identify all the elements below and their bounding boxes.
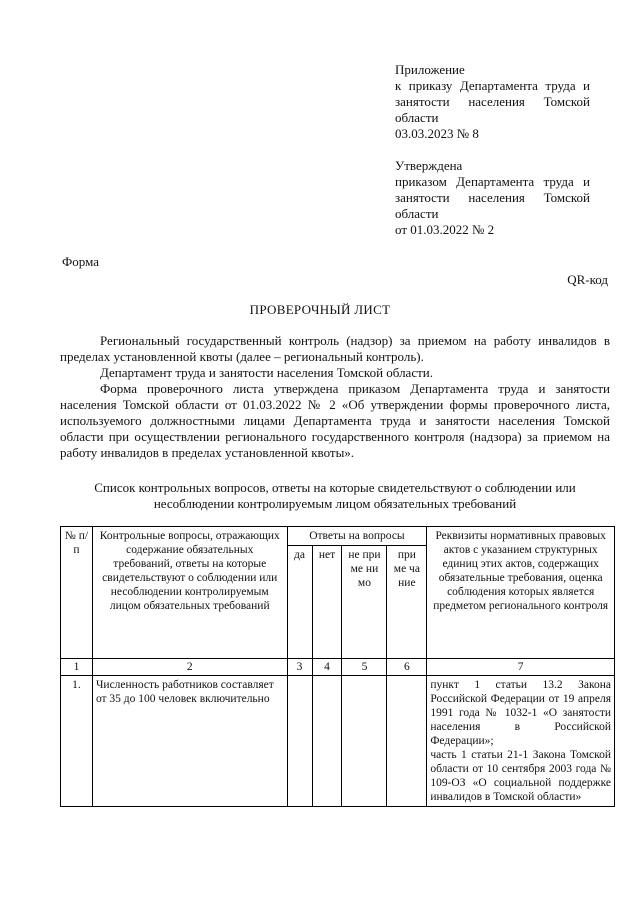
appendix-line: к приказу Департамента труда и (395, 78, 590, 93)
header-requisites: Реквизиты нормативных правовых актов с указанием структурных единиц этих актов, содержащих обязательные требования, оценка соблюдения которых является предметом регионального контроля (427, 527, 615, 659)
approved-line: Утверждена (395, 158, 463, 173)
list-title: Список контрольных вопросов, ответы на которые свидетельствуют о соблюдении или несоблюдении контролируемым лицом обязательных требований (94, 480, 576, 511)
row-number: 1. (61, 676, 93, 807)
approved-line: приказом Департамента труда и (395, 174, 590, 189)
table-row (61, 676, 615, 807)
appendix-line: области (395, 110, 439, 125)
header-questions: Контрольные вопросы, отражающих содержание обязательных требований, ответы на которые свидетельствуют о соблюдении или несоблюдении контролируемым лицом обязательных требований (92, 527, 287, 659)
approved-line: области (395, 206, 439, 221)
column-number: 4 (312, 659, 342, 676)
note-cell[interactable] (387, 676, 427, 807)
intro-section (60, 333, 610, 461)
approved-line: занятости населения Томской (395, 190, 590, 205)
qr-code-label: QR-код (567, 272, 608, 287)
answer-no-cell[interactable] (312, 676, 342, 807)
answer-yes-cell[interactable] (287, 676, 312, 807)
row-requisites (427, 676, 615, 807)
appendix-line: Приложение (395, 62, 465, 77)
requisite-reference: часть 1 статьи 21-1 Закона Томской области от 10 сентября 2003 года № 109-ОЗ «О социальной поддержке инвалидов в Томской области» (430, 749, 611, 803)
header-num: № п/п (61, 527, 93, 659)
approved-block (395, 158, 590, 238)
header-yes: да (287, 546, 312, 659)
requisite-reference: пункт 1 статьи 13.2 Закона Российской Федерации от 19 апреля 1991 года № 1032-1 «О занятости населения в Российской Федерации»; (430, 679, 611, 747)
appendix-line: занятости населения Томской (395, 94, 590, 109)
appendix-block (395, 62, 590, 142)
intro-paragraph: Форма проверочного листа утверждена приказом Департамента труда и занятости населения Томской области от 01.03.2022 № 2 «Об утверждении формы проверочного листа, используемого должностными лицами Департамента труда и занятости населения Томской области при осуществлении регионального государственного контроля (надзора) за приемом на работу инвалидов в пределах установленной квоты». (60, 381, 610, 460)
header-answers: Ответы на вопросы (287, 527, 427, 546)
column-number: 3 (287, 659, 312, 676)
approved-date: от 01.03.2022 № 2 (395, 222, 495, 237)
column-number: 7 (427, 659, 615, 676)
header-no: нет (312, 546, 342, 659)
appendix-date: 03.03.2023 № 8 (395, 126, 479, 141)
column-number: 2 (92, 659, 287, 676)
header-note: при ме ча ние (387, 546, 427, 659)
document-title: ПРОВЕРОЧНЫЙ ЛИСТ (249, 302, 391, 317)
column-number-row (61, 659, 615, 676)
column-number: 6 (387, 659, 427, 676)
row-question: Численность работников составляет от 35 до 100 человек включительно (92, 676, 287, 807)
forma-label: Форма (62, 254, 99, 269)
column-number: 1 (61, 659, 93, 676)
intro-paragraph: Региональный государственный контроль (надзор) за приемом на работу инвалидов в пределах установленной квоты (далее – региональный контроль). (60, 333, 610, 364)
answer-na-cell[interactable] (342, 676, 387, 807)
intro-paragraph: Департамент труда и занятости населения Томской области. (100, 365, 433, 380)
column-number: 5 (342, 659, 387, 676)
header-not-applicable: не при ме ни мо (342, 546, 387, 659)
checklist-table (60, 526, 615, 807)
